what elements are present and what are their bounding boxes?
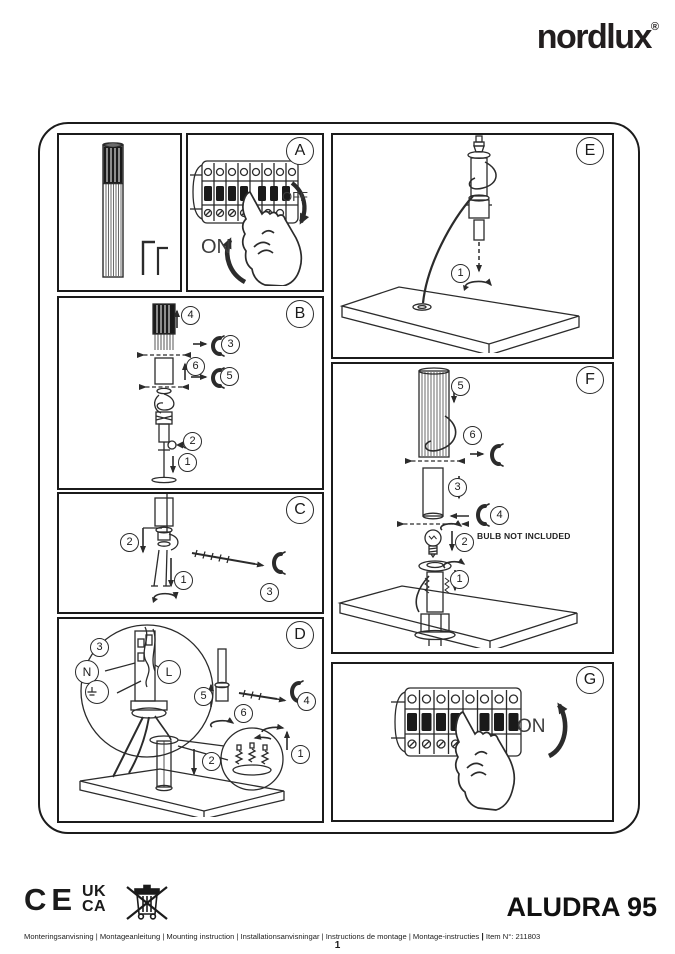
panel-e-label: E (576, 137, 604, 165)
bulb-icon (425, 530, 441, 557)
product-name: ALUDRA 95 (506, 892, 657, 922)
panel-a-label: A (286, 137, 314, 165)
on-label: ON (201, 236, 231, 258)
screw-icon (192, 550, 263, 566)
registered-mark: ® (650, 21, 659, 33)
allen-key-icon (274, 552, 285, 574)
brand-logo (537, 18, 659, 57)
earth-icon (86, 686, 98, 698)
step-1: 1 (450, 570, 469, 589)
step-3: 3 (260, 583, 279, 602)
step-6: 6 (234, 704, 253, 723)
page-number: 1 (334, 940, 341, 951)
step-2: 2 (183, 432, 202, 451)
rotate-icon (444, 562, 464, 568)
allen-key-icon (478, 504, 489, 526)
on-arrow-icon (549, 705, 565, 756)
panel-b (57, 296, 324, 490)
step-4: 4 (490, 506, 509, 525)
panel-d (57, 617, 324, 823)
panel-c-label: C (286, 496, 314, 524)
panel-c (57, 492, 324, 614)
step-2: 2 (202, 752, 221, 771)
languages-text: Monteringsanvisning | Montageanleitung | Mounting instruction | Installationsanvisningar | Instructions de montage | Montage-instructies (24, 932, 480, 941)
screw-icon (239, 690, 285, 701)
terminal-earth (85, 680, 109, 704)
step-4: 4 (297, 692, 316, 711)
panel-f-label: F (576, 366, 604, 394)
breaker-on-illustration (333, 664, 608, 816)
allen-key-icon (492, 444, 503, 466)
rotate-icon (441, 524, 461, 530)
ce-mark: CE (24, 882, 78, 917)
step-1: 1 (174, 571, 193, 590)
step-3: 3 (221, 335, 240, 354)
exploded-assembly-illustration (333, 364, 608, 648)
panel-a (186, 133, 324, 292)
ukca-top: UK (82, 883, 107, 900)
table-top (340, 586, 577, 641)
step-3: 3 (448, 478, 467, 497)
parts-illustration (59, 135, 176, 286)
step-1: 1 (291, 745, 310, 764)
terminal-n: N (75, 660, 99, 684)
rotate-icon (211, 721, 233, 727)
off-label: OFF (282, 189, 308, 204)
allen-key-icon (158, 248, 168, 275)
ukca-mark (82, 884, 106, 914)
base-assembly-illustration (59, 494, 318, 608)
step-1: 1 (451, 264, 470, 283)
rotate-icon (465, 281, 491, 288)
step-1: 1 (178, 453, 197, 472)
step-4: 4 (181, 306, 200, 325)
panel-b-label: B (286, 300, 314, 328)
step-6: 6 (186, 357, 205, 376)
step-2: 2 (120, 533, 139, 552)
step-5: 5 (220, 367, 239, 386)
step-3: 3 (90, 638, 109, 657)
separator: | (481, 931, 484, 941)
cord-mounting-illustration (333, 135, 608, 353)
step-6: 6 (463, 426, 482, 445)
panel-f (331, 362, 614, 654)
weee-bin-icon (124, 880, 170, 926)
panel-g-label: G (576, 666, 604, 694)
rotate-icon (255, 737, 271, 739)
on-label: ON (517, 716, 546, 737)
table-top (342, 287, 579, 344)
terminal-l: L (157, 660, 181, 684)
step-2: 2 (455, 533, 474, 552)
step-5: 5 (451, 377, 470, 396)
allen-key-icon (143, 242, 155, 275)
step-5: 5 (194, 687, 213, 706)
panel-e (331, 133, 614, 359)
bulb-note: BULB NOT INCLUDED (477, 531, 571, 541)
screws (236, 743, 268, 764)
panel-parts (57, 133, 182, 292)
spring (445, 578, 449, 593)
panel-d-label: D (286, 621, 314, 649)
item-number: Item N°: 211803 (485, 932, 541, 941)
ukca-bottom: CA (82, 898, 107, 915)
panel-g (331, 662, 614, 822)
hand-icon (243, 192, 302, 286)
brand-name: nordlux (536, 18, 651, 56)
